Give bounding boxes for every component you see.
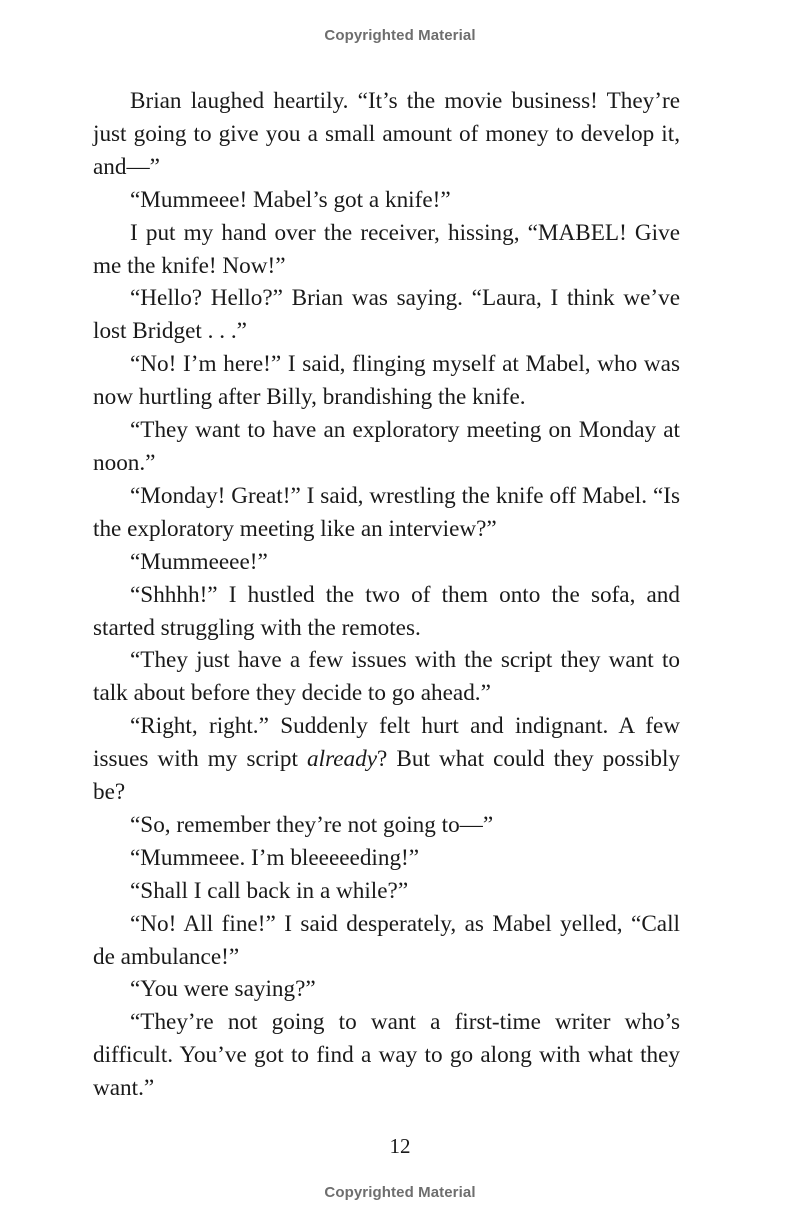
paragraph-text: “Right, right.” Suddenly felt hurt and indignant. A few issues with my script — [93, 713, 680, 773]
copyright-watermark-bottom: Copyrighted Material — [324, 1184, 476, 1201]
paragraph: “They want to have an exploratory meeting on Monday at noon.” — [93, 417, 680, 476]
paragraph: “You were saying?” — [130, 976, 316, 1003]
body-text — [93, 85, 680, 1105]
paragraph: “Shhhh!” I hustled the two of them onto the sofa, and started struggling with the remotes. — [93, 581, 680, 641]
paragraph: Brian laughed heartily. “It’s the movie business! They’re just going to give you a small amount of money to develop it, and—” — [93, 88, 680, 180]
paragraph: “No! All fine!” I said desperately, as Mabel yelled, “Call de ambulance!” — [93, 910, 680, 970]
paragraph: “Mummeee! Mabel’s got a knife!” — [130, 186, 451, 213]
paragraph: “No! I’m here!” I said, flinging myself at Mabel, who was now hurtling after Billy, brandishing the knife. — [93, 351, 680, 411]
copyright-watermark-top: Copyrighted Material — [324, 27, 476, 44]
emphasis-text: already — [307, 746, 378, 773]
paragraph — [93, 710, 680, 809]
paragraph: “Mummeeee!” — [130, 548, 268, 575]
page-number: 12 — [389, 1134, 411, 1158]
paragraph: “Mummeee. I’m bleeeeeding!” — [130, 844, 420, 871]
paragraph: “They’re not going to want a first-time writer who’s difficult. You’ve got to find a way to go along with what they want.” — [93, 1009, 680, 1102]
paragraph-text: ? But what could they possibly be? — [93, 746, 680, 806]
paragraph: “Shall I call back in a while?” — [130, 877, 409, 904]
paragraph: “So, remember they’re not going to—” — [130, 811, 494, 838]
paragraph: “Hello? Hello?” Brian was saying. “Laura, I think we’ve lost Bridget . . .” — [93, 285, 680, 345]
paragraph: “They just have a few issues with the script they want to talk about before they decide to go ahead.” — [93, 647, 680, 707]
paragraph: I put my hand over the receiver, hissing, “MABEL! Give me the knife! Now!” — [93, 219, 680, 279]
paragraph: “Monday! Great!” I said, wrestling the knife off Mabel. “Is the exploratory meeting like an interview?” — [93, 482, 680, 542]
